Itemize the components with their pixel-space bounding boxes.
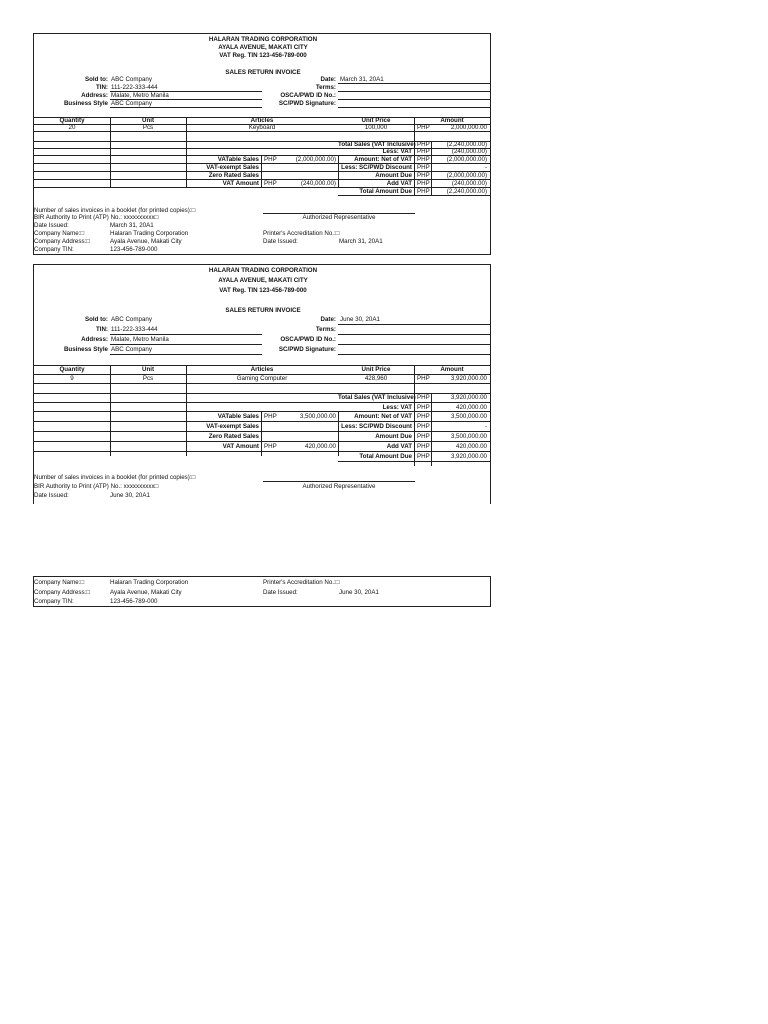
amount-due-value: (2,000,000.00) (446, 172, 487, 179)
add-vat-label: Add VAT (386, 443, 412, 450)
printer-date-value: March 31, 20A1 (339, 238, 383, 245)
php-label: PHP (417, 433, 430, 440)
company-name-value: Halaran Trading Corporation (110, 579, 189, 586)
date-label: Date: (320, 316, 336, 323)
total-amount-due-label: Total Amount Due (359, 453, 412, 460)
total-sales-vi-value: (2,240,000.00) (446, 141, 487, 148)
zero-rated-label: Zero Rated Sales (208, 172, 259, 179)
row-php: PHP (417, 124, 430, 131)
date-issued-label: Date Issued: (34, 492, 69, 499)
company-name-label: Company Name:□ (34, 579, 85, 586)
php-label: PHP (264, 443, 277, 450)
company-name-label: Company Name:□ (34, 230, 85, 237)
less-scpwd-value: - (484, 164, 487, 171)
php-label: PHP (417, 148, 430, 155)
address-label: Address: (81, 92, 108, 99)
php-label: PHP (417, 453, 430, 460)
date-issued-value: March 31, 20A1 (110, 222, 154, 229)
col-amount: Amount (440, 366, 464, 373)
add-vat-value: 420,000.00 (456, 443, 487, 450)
vat-exempt-label: VAT-exempt Sales (206, 423, 259, 430)
company-tin-label: Company TIN: (34, 246, 74, 253)
atp-text: BIR Authority to Print (ATP) No.: xxxxxxxxxx□ (34, 214, 159, 221)
row-unit: Pcs (142, 124, 154, 131)
less-scpwd-value: - (484, 423, 487, 430)
company-address: AYALA AVENUE, MAKATI CITY (218, 277, 308, 284)
row-unit: Pcs (142, 375, 154, 382)
printer-date-value: June 30, 20A1 (339, 589, 379, 596)
net-of-vat-value: (2,000,000.00) (446, 156, 487, 163)
php-label: PHP (417, 172, 430, 179)
tin-label: TIN: (95, 326, 108, 333)
vat-amount-label: VAT Amount (222, 180, 259, 187)
vat-amount-label: VAT Amount (222, 443, 259, 450)
row-article: Gaming Computer (236, 375, 288, 382)
php-label: PHP (417, 423, 430, 430)
row-php: PHP (417, 375, 430, 382)
doc-title: SALES RETURN INVOICE (225, 307, 301, 314)
company-name: HALARAN TRADING CORPORATION (208, 36, 318, 43)
col-articles: Articles (250, 366, 274, 373)
col-unit: Unit (141, 366, 155, 373)
col-unit-price: Unit Price (361, 117, 391, 124)
add-vat-value: (240,000.00) (451, 180, 487, 187)
booklet-text: Number of sales invoices in a booklet (for printed copies):□ (34, 207, 196, 214)
php-label: PHP (264, 180, 277, 187)
total-amount-due-label: Total Amount Due (359, 188, 412, 195)
php-label: PHP (417, 413, 430, 420)
printer-accr-label: Printer's Accreditation No.:□ (263, 579, 340, 586)
company-address-value: Ayala Avenue, Makati City (110, 589, 182, 596)
terms-label: Terms: (315, 326, 336, 333)
php-label: PHP (264, 413, 277, 420)
total-amount-due-value: 3,920,000.00 (450, 453, 487, 460)
vatable-label: VATable Sales (217, 413, 259, 420)
less-vat-value: 420,000.00 (456, 404, 487, 411)
amount-due-label: Amount Due (375, 433, 412, 440)
address-label: Address: (81, 336, 108, 343)
address-value: Malate, Metro Manila (111, 92, 169, 99)
terms-label: Terms: (315, 84, 336, 91)
php-label: PHP (417, 141, 430, 148)
vat-reg: VAT Reg. TIN 123-456-789-000 (219, 287, 307, 294)
php-label: PHP (417, 164, 430, 171)
company-name: HALARAN TRADING CORPORATION (208, 267, 318, 274)
company-name-value: Halaran Trading Corporation (110, 230, 189, 237)
date-label: Date: (320, 76, 336, 83)
osca-label: OSCA/PWD ID No.: (280, 336, 336, 343)
date-value: June 30, 20A1 (340, 316, 380, 323)
col-quantity: Quantity (59, 117, 85, 124)
row-article: Keyboard (248, 124, 276, 131)
net-of-vat-label: Amount: Net of VAT (354, 156, 412, 163)
company-address: AYALA AVENUE, MAKATI CITY (218, 44, 308, 51)
col-unit-price: Unit Price (361, 366, 391, 373)
company-tin-label: Company TIN: (34, 598, 74, 605)
vat-exempt-label: VAT-exempt Sales (206, 164, 259, 171)
authorized-rep: Authorized Representative (302, 214, 376, 221)
php-label: PHP (417, 443, 430, 450)
total-sales-vi-label: Total Sales (VAT Inclusive) (338, 394, 416, 401)
sold-to-value: ABC Company (111, 316, 152, 323)
company-address-label: Company Address:□ (34, 238, 91, 245)
php-label: PHP (417, 404, 430, 411)
tin-label: TIN: (95, 84, 108, 91)
net-of-vat-value: 3,500,000.00 (450, 413, 487, 420)
business-style-label: Business Style (63, 100, 108, 107)
osca-label: OSCA/PWD ID No.: (280, 92, 336, 99)
sold-to-label: Sold to: (84, 316, 108, 323)
authorized-rep: Authorized Representative (302, 483, 376, 490)
col-amount: Amount (440, 117, 464, 124)
amount-due-value: 3,500,000.00 (450, 433, 487, 440)
vat-amount-value: (240,000.00) (300, 180, 336, 187)
company-tin-value: 123-456-789-000 (110, 246, 158, 253)
scpwd-sig-label: SC/PWD Signature: (278, 100, 336, 107)
address-value: Malate, Metro Manila (111, 336, 169, 343)
vatable-value: (2,000,000.00) (295, 156, 336, 163)
less-vat-value: (240,000.00) (451, 148, 487, 155)
zero-rated-label: Zero Rated Sales (208, 433, 259, 440)
printer-accr-label: Printer's Accreditation No.:□ (263, 230, 340, 237)
php-label: PHP (264, 156, 277, 163)
date-value: March 31, 20A1 (340, 76, 384, 83)
total-sales-vi-value: 3,920,000.00 (450, 394, 487, 401)
less-vat-label: Less: VAT (382, 404, 412, 411)
doc-title: SALES RETURN INVOICE (225, 69, 301, 76)
invoice-2-footer (33, 576, 491, 607)
col-articles: Articles (250, 117, 274, 124)
vat-amount-value: 420,000.00 (305, 443, 336, 450)
tin-value: 111-222-333-444 (111, 326, 158, 333)
vat-reg: VAT Reg. TIN 123-456-789-000 (219, 52, 307, 59)
less-scpwd-label: Less: SC/PWD Discount (341, 423, 412, 430)
sold-to-label: Sold to: (84, 76, 108, 83)
invoice-1 (33, 33, 491, 255)
less-scpwd-label: Less: SC/PWD Discount (341, 164, 412, 171)
company-address-value: Ayala Avenue, Makati City (110, 238, 182, 245)
atp-text: BIR Authority to Print (ATP) No.: xxxxxxxxxx□ (34, 483, 159, 490)
vatable-label: VATable Sales (217, 156, 259, 163)
company-address-label: Company Address:□ (34, 589, 91, 596)
booklet-text: Number of sales invoices in a booklet (for printed copies):□ (34, 474, 196, 481)
row-amount: 2,000,000.00 (450, 124, 487, 131)
php-label: PHP (417, 156, 430, 163)
invoice-2 (33, 264, 491, 504)
row-quantity: 9 (70, 375, 74, 382)
tin-value: 111-222-333-444 (111, 84, 158, 91)
business-style-value: ABC Company (111, 346, 152, 353)
total-amount-due-value: (2,240,000.00) (446, 188, 487, 195)
business-style-label: Business Style (63, 346, 108, 353)
col-quantity: Quantity (59, 366, 85, 373)
printer-date-label: Date Issued: (263, 589, 298, 596)
php-label: PHP (417, 188, 430, 195)
row-amount: 3,920,000.00 (450, 375, 487, 382)
total-sales-vi-label: Total Sales (VAT Inclusive) (338, 141, 416, 148)
row-quantity: 20 (68, 124, 76, 131)
php-label: PHP (417, 394, 430, 401)
row-unit-price: 100,000 (364, 124, 388, 131)
php-label: PHP (417, 180, 430, 187)
business-style-value: ABC Company (111, 100, 152, 107)
date-issued-label: Date Issued: (34, 222, 69, 229)
row-unit-price: 428,960 (364, 375, 388, 382)
add-vat-label: Add VAT (386, 180, 412, 187)
sold-to-value: ABC Company (111, 76, 152, 83)
amount-due-label: Amount Due (375, 172, 412, 179)
col-unit: Unit (141, 117, 155, 124)
company-tin-value: 123-456-789-000 (110, 598, 158, 605)
net-of-vat-label: Amount: Net of VAT (354, 413, 412, 420)
scpwd-sig-label: SC/PWD Signature: (278, 346, 336, 353)
printer-date-label: Date Issued: (263, 238, 298, 245)
less-vat-label: Less: VAT (382, 148, 412, 155)
vatable-value: 3,500,000.00 (299, 413, 336, 420)
date-issued-value: June 30, 20A1 (110, 492, 150, 499)
